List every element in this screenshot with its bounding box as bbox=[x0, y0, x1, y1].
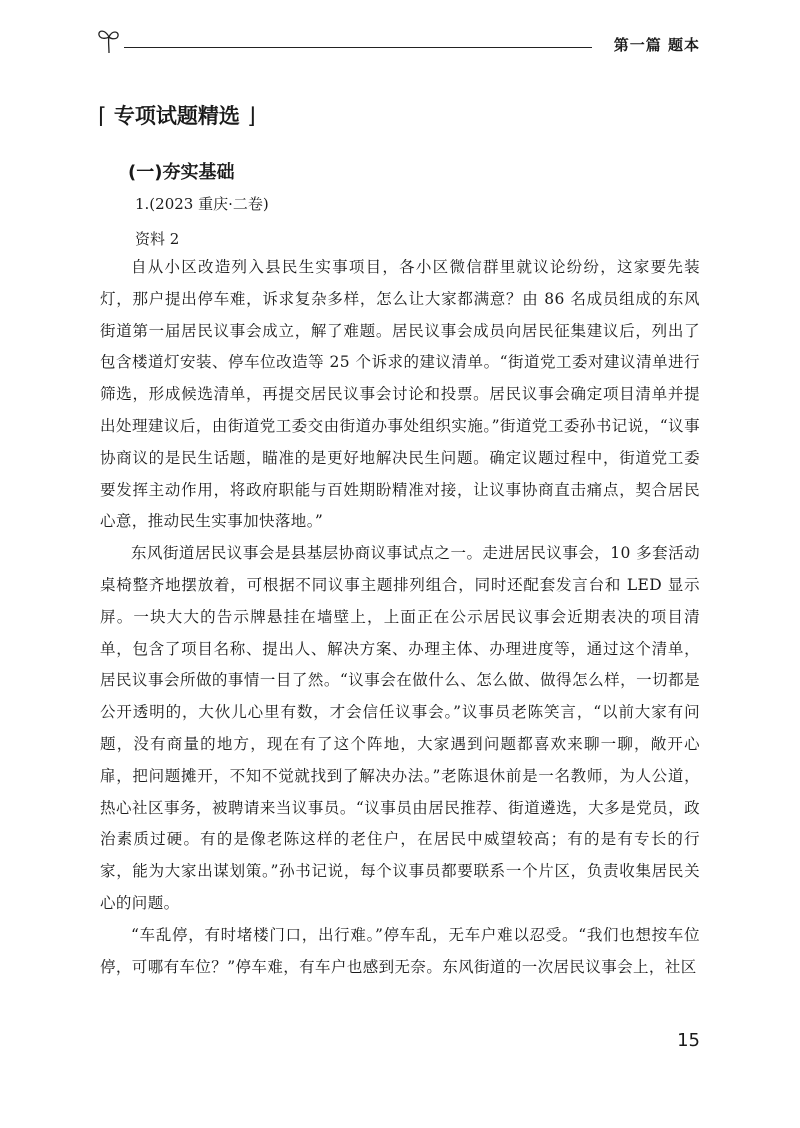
question-label: 1.(2023 重庆·二卷) bbox=[135, 195, 269, 213]
section-heading bbox=[98, 100, 256, 130]
running-header bbox=[96, 26, 700, 56]
section-title: 专项试题精选 bbox=[113, 104, 240, 128]
bracket-left: ⌈ bbox=[98, 104, 107, 129]
bracket-right: ⌋ bbox=[247, 104, 256, 129]
paragraph: 东风街道居民议事会是县基层协商议事试点之一。走进居民议事会，10 多套活动桌椅整齐地摆放着，可根据不同议事主题排列组合，同时还配套发言台和 LED 显示屏。一块大大的告示牌悬挂在墙壁上，上面正在公示居民议事会近期表决的项目清单，包含了项目名称、提出人、解决方案、办理主体、办理进度等，通过这个清单，居民议事会所做的事情一目了然。“议事会在做什么、怎么做、做得怎么样，一切都是公开透明的，大伙儿心里有数，才会信任议事会。”议事员老陈笑言，“以前大家有问题，没有商量的地方，现在有了这个阵地，大家遇到问题都喜欢来聊一聊，敞开心扉，把问题摊开，不知不觉就找到了解决办法。”老陈退休前是一名教师，为人公道，热心社区事务，被聘请来当议事员。“议事员由居民推荐、街道遴选，大多是党员，政治素质过硬。有的是像老陈这样的老住户，在居民中威望较高；有的是有专长的行家，能为大家出谋划策。”孙书记说，每个议事员都要联系一个片区，负责收集居民关心的问题。 bbox=[100, 544, 700, 912]
paragraph: “车乱停，有时堵楼门口，出行难。”停车乱，无车户难以忍受。“我们也想按车位停，可哪有车位？”停车难，有车户也感到无奈。东风街道的一次居民议事会上，社区 bbox=[100, 925, 700, 976]
paragraph: 自从小区改造列入县民生实事项目，各小区微信群里就议论纷纷，这家要先装灯，那户提出停车难，诉求复杂多样，怎么让大家都满意？由 86 名成员组成的东风街道第一届居民议事会成立，解了难题。居民议事会成员向居民征集建议后，列出了包含楼道灯安装、停车位改造等 25 个诉求的建议清单。“街道党工委对建议清单进行筛选，形成候选清单，再提交居民议事会讨论和投票。居民议事会确定项目清单并提出处理建议后，由街道党工委交由街道办事处组织实施。”街道党工委孙书记说，“议事协商议的是民生话题，瞄准的是更好地解决民生问题。确定议题过程中，街道党工委要发挥主动作用，将政府职能与百姓期盼精准对接，让议事协商直击痛点，契合居民心意，推动民生实事加快落地。” bbox=[100, 258, 700, 531]
page-number: 15 bbox=[677, 1030, 700, 1051]
body-text bbox=[100, 252, 700, 983]
header-title: 第一篇 题本 bbox=[613, 36, 700, 54]
material-label: 资料 2 bbox=[135, 230, 180, 248]
subsection-title: (一)夯实基础 bbox=[128, 162, 235, 183]
header-rule bbox=[124, 47, 592, 48]
sprout-icon bbox=[96, 26, 122, 54]
